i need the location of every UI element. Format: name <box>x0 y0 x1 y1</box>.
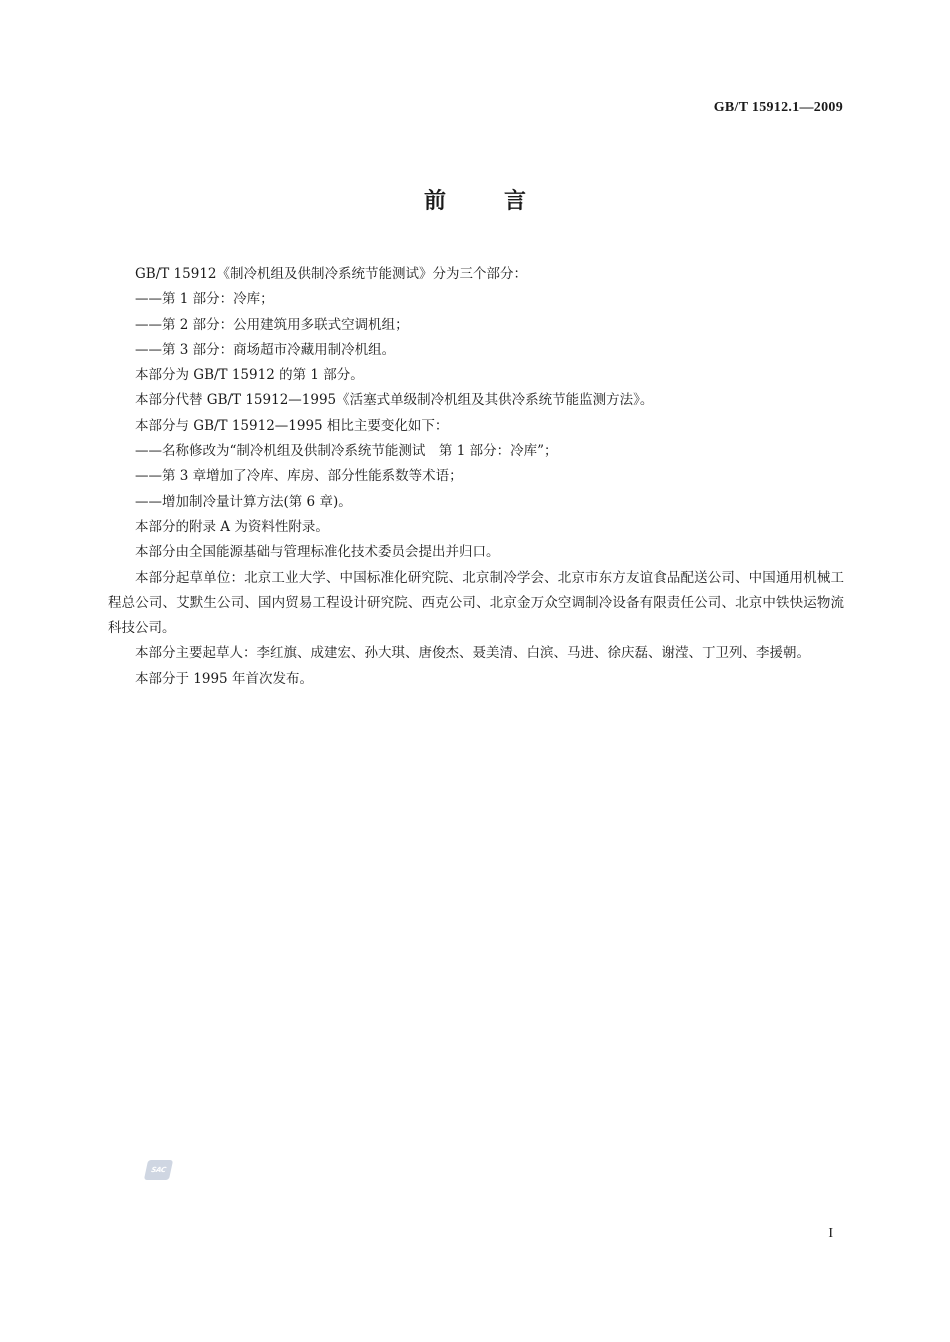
sac-logo-watermark <box>144 1160 173 1180</box>
paragraph-first-issue: 本部分于 1995 年首次发布。 <box>135 670 313 687</box>
list-item-change-method: ——增加制冷量计算方法(第 6 章)。 <box>135 493 352 510</box>
page-number: I <box>828 1226 833 1241</box>
paragraph-this-part: 本部分为 GB/T 15912 的第 1 部分。 <box>135 367 364 384</box>
paragraph-drafting-units: 本部分起草单位：北京工业大学、中国标准化研究院、北京制冷学会、北京市东方友谊食品配送公司、中国通用机械工程总公司、艾默生公司、国内贸易工程设计研究院、西克公司、北京金万众空调制冷设备有限责任公司、北京中铁快运物流科技公司。 <box>108 569 844 637</box>
list-item-change-terms: ——第 3 章增加了冷库、库房、部分性能系数等术语； <box>135 468 463 485</box>
list-item-change-name: ——名称修改为“制冷机组及供制冷系统节能测试 第 1 部分：冷库”； <box>135 443 558 460</box>
sac-logo-text: SAC <box>150 1166 167 1174</box>
paragraph-proposer: 本部分由全国能源基础与管理标准化技术委员会提出并归口。 <box>135 544 500 561</box>
list-item-part-2: ——第 2 部分：公用建筑用多联式空调机组； <box>135 316 409 333</box>
paragraph-annex: 本部分的附录 A 为资料性附录。 <box>135 518 329 535</box>
standard-number: GB/T 15912.1—2009 <box>713 100 843 115</box>
paragraph-changes-intro: 本部分与 GB/T 15912—1995 相比主要变化如下： <box>135 417 449 434</box>
list-item-part-1: ——第 1 部分：冷库； <box>135 291 274 308</box>
paragraph-drafters: 本部分主要起草人：李红旗、成建宏、孙大琪、唐俊杰、聂美清、白滨、马进、徐庆磊、谢滢、丁卫列、李援朝。 <box>135 645 810 662</box>
list-item-part-3: ——第 3 部分：商场超市冷藏用制冷机组。 <box>135 341 396 358</box>
paragraph-replaces: 本部分代替 GB/T 15912—1995《活塞式单级制冷机组及其供冷系统节能监测方法》。 <box>135 392 654 409</box>
page-title: 前言 <box>423 189 584 214</box>
foreword-body <box>108 262 844 692</box>
paragraph-parts-intro: GB/T 15912《制冷机组及供制冷系统节能测试》分为三个部分： <box>135 266 527 282</box>
